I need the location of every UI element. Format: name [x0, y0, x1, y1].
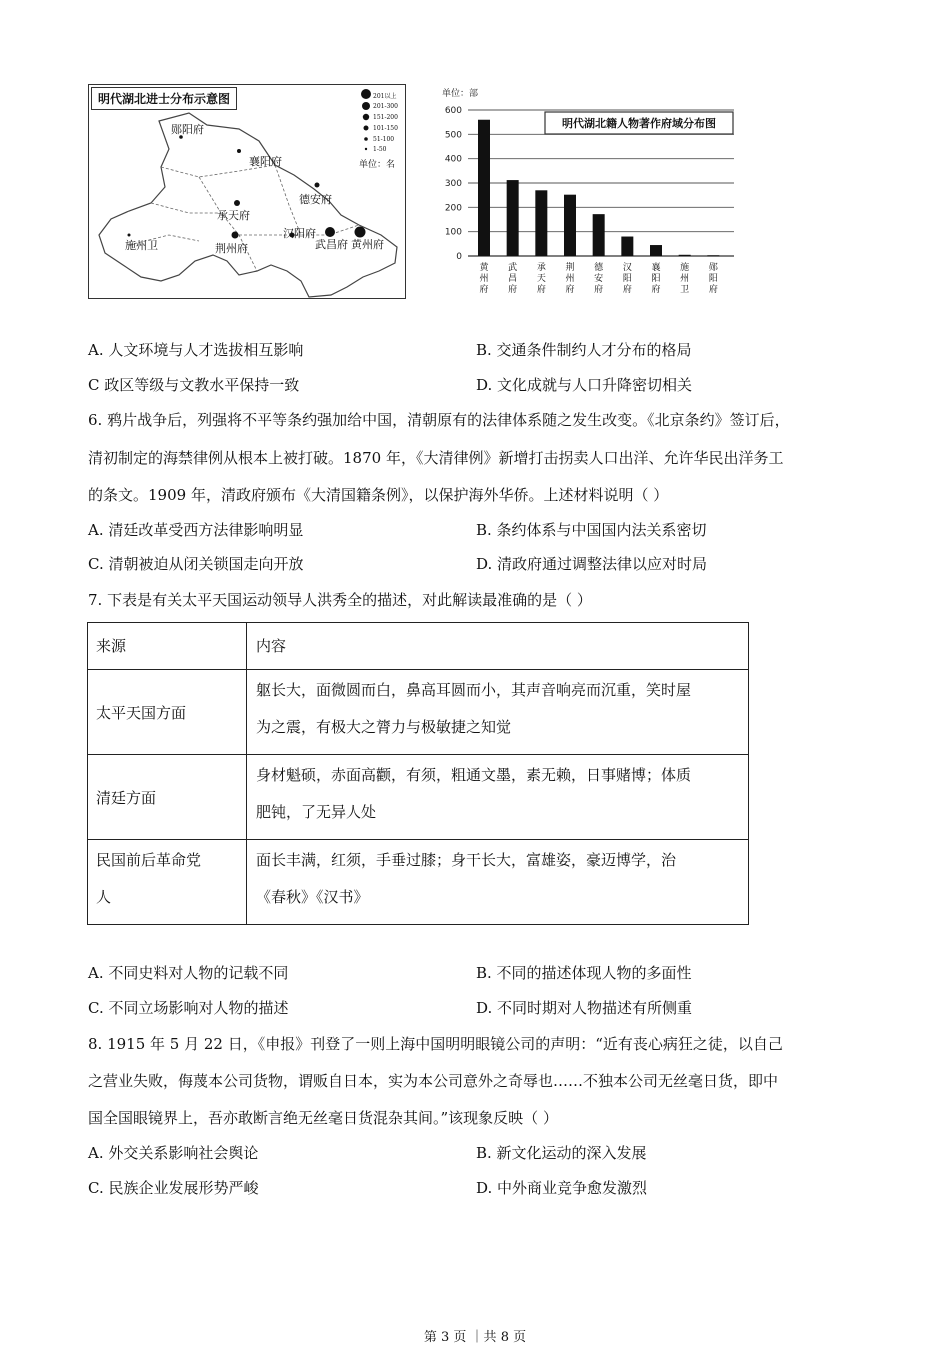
- chart-y-tick-label: 300: [444, 179, 462, 189]
- map-place-xiangyang: 襄阳府: [249, 155, 282, 168]
- table-cell-content-line: 身材魁硕，赤面高颧，有须，粗通文墨，素无赖，日事赌博；体质: [256, 766, 692, 784]
- map-legend-4: 101-150: [373, 125, 398, 132]
- q5-option-b: B. 交通条件制约人才分布的格局: [476, 341, 692, 359]
- q6-option-a: A. 清廷改革受西方法律影响明显: [88, 521, 304, 539]
- chart-x-tick-label: 卫: [680, 285, 690, 295]
- chart-unit-label: 单位：部: [442, 89, 479, 99]
- chart-y-tick-label: 400: [444, 154, 462, 165]
- chart-x-tick-label: 府: [536, 285, 546, 295]
- chart-x-tick-label: 承: [536, 263, 546, 273]
- chart-bar: [650, 245, 662, 256]
- table-cell-content-line: 面长丰满，红须，手垂过膝；身干长大，富雄姿，豪迈博学，治: [256, 851, 677, 869]
- jinshi-distribution-map: [88, 84, 406, 299]
- map-place-chengtian: 承天府: [217, 209, 250, 222]
- table-row: [88, 755, 749, 840]
- map-title: 明代湖北进士分布示意图: [91, 87, 237, 110]
- chart-x-tick-label: 州: [479, 274, 489, 284]
- q6-stem-line1: 6. 鸦片战争后，列强将不平等条约强加给中国，清朝原有的法律体系随之发生改变。《北京条约》签订后，: [88, 411, 790, 429]
- table-cell-source: 清廷方面: [88, 755, 247, 840]
- table-cell-content: [247, 670, 749, 755]
- q7-option-b: B. 不同的描述体现人物的多面性: [476, 964, 692, 982]
- q8-stem-line1: 8. 1915 年 5 月 22 日，《申报》刊登了一则上海中国明明眼镜公司的声明：“近有丧心病狂之徒，以自己: [88, 1035, 783, 1053]
- map-place-shizhou: 施州卫: [125, 239, 158, 252]
- chart-x-tick-label: 府: [565, 285, 575, 295]
- map-place-hanyang: 汉阳府: [283, 227, 316, 240]
- q8-option-c: C. 民族企业发展形势严峻: [88, 1179, 259, 1197]
- map-place-jingzhou: 荆州府: [215, 242, 248, 255]
- table-cell-content-line: 肥钝，了无异人处: [256, 803, 377, 821]
- table-header-row: [88, 623, 749, 670]
- q8-option-a: A. 外交关系影响社会舆论: [88, 1144, 259, 1162]
- q5-option-c: C 政区等级与文教水平保持一致: [88, 376, 300, 394]
- chart-x-tick-label: 州: [565, 274, 575, 284]
- q7-option-c: C. 不同立场影响对人物的描述: [88, 999, 289, 1017]
- q8-stem-line2: 之营业失败，侮蔑本公司货物，谓贩自日本，实为本公司意外之奇辱也……不独本公司无丝毫日货，即中: [88, 1072, 779, 1090]
- works-distribution-chart: [440, 84, 740, 304]
- table-cell-content: [247, 840, 749, 925]
- map-place-huangzhou: 黄州府: [351, 238, 384, 251]
- table-cell-content: [247, 755, 749, 840]
- chart-x-tick-label: 施: [680, 263, 690, 273]
- table-cell-source-line: 人: [96, 888, 112, 906]
- chart-y-tick-label: 0: [456, 252, 462, 262]
- map-legend-5: 51-100: [373, 136, 395, 143]
- q6-stem-line3: 的条文。1909 年，清政府颁布《大清国籍条例》，以保护海外华侨。上述材料说明（ ）: [88, 486, 669, 504]
- chart-x-tick-label: 昌: [508, 274, 518, 284]
- map-outline: [89, 85, 406, 299]
- chart-x-tick-label: 阳: [651, 274, 661, 284]
- chart-x-tick-label: 府: [508, 285, 518, 295]
- chart-svg: [440, 84, 740, 304]
- chart-y-tick-label: 100: [444, 227, 462, 238]
- chart-x-tick-label: 州: [680, 274, 690, 284]
- map-place-yunyang: 郧阳府: [171, 123, 204, 136]
- chart-x-tick-label: 府: [708, 285, 718, 295]
- table-cell-source-line: 民国前后革命党: [96, 851, 202, 869]
- chart-x-tick-label: 德: [594, 263, 604, 273]
- map-legend-6: 1-50: [373, 146, 387, 153]
- table-header-content: 内容: [247, 623, 749, 670]
- q7-stem: 7. 下表是有关太平天国运动领导人洪秀全的描述，对此解读最准确的是（ ）: [88, 591, 592, 609]
- chart-x-tick-label: 府: [594, 285, 604, 295]
- map-place-wuchang: 武昌府: [315, 238, 348, 251]
- chart-x-tick-label: 府: [651, 285, 661, 295]
- q6-option-d: D. 清政府通过调整法律以应对时局: [476, 555, 708, 573]
- table-cell-source: [88, 840, 247, 925]
- table-header-source: 来源: [88, 623, 247, 670]
- chart-x-tick-label: 府: [622, 285, 632, 295]
- table-cell-content-line: 为之震，有极大之膂力与极敏捷之知觉: [256, 718, 512, 736]
- chart-x-tick-label: 武: [508, 263, 518, 273]
- q5-option-a: A. 人文环境与人才选拔相互影响: [88, 341, 304, 359]
- chart-y-tick-label: 500: [444, 130, 462, 141]
- q8-option-b: B. 新文化运动的深入发展: [476, 1144, 647, 1162]
- chart-title: 明代湖北籍人物著作府域分布图: [562, 117, 716, 130]
- table-cell-source: 太平天国方面: [88, 670, 247, 755]
- chart-x-tick-label: 汉: [622, 263, 632, 273]
- map-place-dean: 德安府: [299, 193, 332, 206]
- chart-x-tick-label: 襄: [651, 263, 661, 273]
- table-row: [88, 670, 749, 755]
- map-legend-2: 201-300: [373, 103, 398, 110]
- q6-stem-line2: 清初制定的海禁律例从根本上被打破。1870 年，《大清律例》新增打击拐卖人口出洋、允许华民出洋务工: [88, 449, 784, 467]
- page-footer: 第 3 页 ｜共 8 页: [423, 1330, 527, 1345]
- q8-option-d: D. 中外商业竞争愈发激烈: [476, 1179, 648, 1197]
- chart-bar: [535, 190, 547, 256]
- chart-bar: [564, 195, 576, 256]
- chart-x-tick-label: 荆: [565, 263, 575, 273]
- chart-bar: [507, 180, 519, 256]
- chart-x-tick-label: 安: [594, 274, 604, 284]
- chart-bar: [679, 255, 691, 256]
- chart-y-tick-label: 600: [444, 106, 462, 116]
- chart-x-tick-label: 阳: [708, 274, 718, 284]
- q7-option-a: A. 不同史料对人物的记载不同: [88, 964, 289, 982]
- table-row: [88, 840, 749, 925]
- map-legend-1: 201以上: [373, 93, 397, 100]
- map-legend-3: 151-200: [373, 114, 398, 121]
- chart-bar: [478, 120, 490, 256]
- chart-x-tick-label: 郧: [708, 263, 718, 273]
- chart-bar: [707, 255, 719, 256]
- table-cell-content-line: 《春秋》《汉书》: [256, 888, 369, 906]
- chart-x-tick-label: 天: [536, 274, 546, 284]
- q7-table: [87, 622, 749, 925]
- chart-x-tick-label: 府: [479, 285, 489, 295]
- table-cell-content-line: 躯长大，面微圆而白，鼻高耳圆而小，其声音响亮而沉重，笑时屋: [256, 681, 692, 699]
- q8-stem-line3: 国全国眼镜界上，吾亦敢断言绝无丝毫日货混杂其间。”该现象反映（ ）: [88, 1109, 558, 1127]
- chart-x-tick-label: 黄: [479, 263, 489, 273]
- chart-bar: [621, 237, 633, 256]
- chart-y-tick-label: 200: [444, 203, 462, 214]
- chart-x-tick-label: 阳: [622, 274, 632, 284]
- q6-option-b: B. 条约体系与中国国内法关系密切: [476, 521, 707, 539]
- q5-option-d: D. 文化成就与人口升降密切相关: [476, 376, 693, 394]
- q6-option-c: C. 清朝被迫从闭关锁国走向开放: [88, 555, 304, 573]
- chart-bar: [593, 214, 605, 256]
- map-legend-unit: 单位：名: [359, 160, 396, 170]
- q7-option-d: D. 不同时期对人物描述有所侧重: [476, 999, 693, 1017]
